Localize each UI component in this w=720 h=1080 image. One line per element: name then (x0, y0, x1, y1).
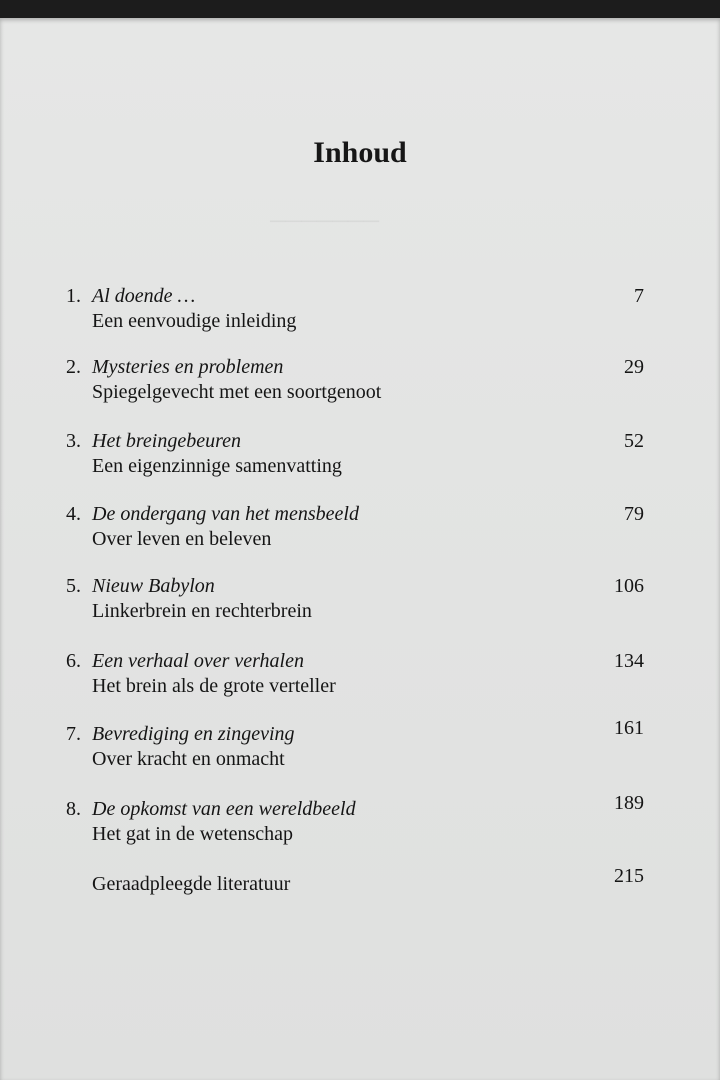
entry-subtitle: Een eigenzinnige samenvatting (92, 455, 342, 477)
show-through-decoration: ─────── (270, 208, 380, 233)
entry-title: De opkomst van een wereldbeeld (92, 798, 356, 820)
entry-subtitle: Over leven en beleven (92, 528, 272, 550)
entry-number: 3. (66, 430, 81, 452)
entry-title: Een verhaal over verhalen (92, 650, 304, 672)
entry-page-number: 79 (624, 503, 644, 525)
entry-number: 2. (66, 356, 81, 378)
entry-page-number: 29 (624, 356, 644, 378)
entry-title: Al doende … (92, 285, 196, 307)
entry-number: 4. (66, 503, 81, 525)
entry-number: 5. (66, 575, 81, 597)
toc-entry (0, 650, 720, 710)
toc-entry (0, 285, 720, 345)
entry-subtitle: Linkerbrein en rechterbrein (92, 600, 312, 622)
entry-title: Bevrediging en zingeving (92, 723, 295, 745)
entry-number: 6. (66, 650, 81, 672)
entry-page-number: 161 (614, 717, 644, 739)
book-page (0, 18, 720, 1080)
entry-page-number: 215 (614, 865, 644, 887)
entry-page-number: 189 (614, 792, 644, 814)
toc-entry (0, 848, 720, 908)
entry-page-number: 52 (624, 430, 644, 452)
page-title: Inhoud (313, 136, 407, 169)
entry-title: Nieuw Babylon (92, 575, 215, 597)
entry-page-number: 134 (614, 650, 644, 672)
entry-page-number: 106 (614, 575, 644, 597)
entry-subtitle: Een eenvoudige inleiding (92, 310, 297, 332)
entry-subtitle: Het brein als de grote verteller (92, 675, 336, 697)
entry-page-number: 7 (634, 285, 644, 307)
toc-entry (0, 717, 720, 783)
entry-number: 8. (66, 798, 81, 820)
toc-entry (0, 575, 720, 635)
toc-entry (0, 430, 720, 490)
toc-entry (0, 503, 720, 563)
entry-title: De ondergang van het mensbeeld (92, 503, 359, 525)
entry-subtitle: Het gat in de wetenschap (92, 823, 294, 845)
entry-subtitle: Geraadpleegde literatuur (92, 873, 291, 895)
entry-number: 7. (66, 723, 81, 745)
entry-subtitle: Spiegelgevecht met een soortgenoot (92, 381, 382, 403)
toc-entry (0, 356, 720, 416)
entry-subtitle: Over kracht en onmacht (92, 748, 285, 770)
entry-title: Het breingebeuren (92, 430, 242, 452)
entry-number: 1. (66, 285, 81, 307)
entry-title: Mysteries en problemen (92, 356, 284, 378)
